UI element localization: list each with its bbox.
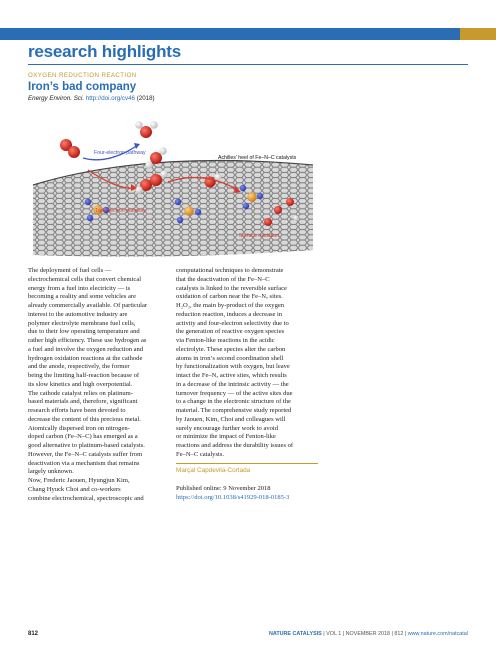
body-text-line: deactivation via a mechanism that remains	[28, 459, 140, 467]
body-text-line: a fuel and involve the oxygen reduction and	[28, 345, 144, 353]
doi-link[interactable]: https://doi.org/10.1038/s41929-018-0185-3	[176, 493, 290, 501]
article-headline: Iron’s bad company	[28, 81, 137, 93]
figure-label-four-electron: Four-electron pathway	[94, 150, 146, 156]
body-text-line: However, the Fe–N–C catalysts suffer from	[28, 450, 143, 458]
article-citation	[28, 95, 155, 102]
body-text-line: combine electrochemical, spectroscopic and	[28, 494, 144, 502]
body-text-line: Chang Hyuck Choi and co-workers	[28, 485, 121, 493]
author-divider	[176, 463, 318, 464]
body-text-line: to a change in the electronic structure of the	[176, 398, 291, 406]
body-text-line: hydrogen oxidation reactions at the cathode	[28, 354, 143, 362]
body-text-line: the generation of reactive oxygen species	[176, 328, 285, 336]
header-bar	[0, 28, 496, 40]
publication-info	[176, 485, 289, 503]
body-text-line: Atomically dispersed iron on nitrogen-	[28, 424, 130, 432]
body-text-line: activity and four-electron selectivity due to	[176, 319, 289, 327]
body-text-line: reactions and address the durability issues of	[176, 442, 294, 449]
body-text-line: energy from a fuel into electricity — is	[28, 284, 131, 292]
article-figure	[28, 110, 318, 260]
footer-site-link[interactable]: www.nature.com/natcatal	[407, 631, 468, 637]
body-column-right	[176, 267, 318, 460]
body-text-line: interest to the automotive industry are	[28, 310, 128, 318]
body-text-line: turnover frequency — of the active sites due	[176, 389, 293, 397]
body-text-line: based materials and, therefore, significant	[28, 398, 138, 406]
body-text-line: rather high efficiency. These use hydrogen as	[28, 337, 147, 344]
body-text-line: computational techniques to demonstrate	[176, 267, 284, 274]
body-text-line: Now, Frederic Jaouen, Hyungjun Kim,	[28, 477, 130, 484]
body-text-line: doped carbon (Fe–N–C) has emerged as a	[28, 433, 138, 441]
body-text-line: material. The comprehensive study reported	[176, 407, 292, 414]
body-text-line: The cathode catalyst relies on platinum-	[28, 389, 133, 397]
body-text-line: electrolyte. These species alter the carbon	[176, 345, 286, 353]
body-text-line: Fe–N–C catalysts.	[176, 450, 225, 458]
body-column-left	[28, 267, 168, 503]
footer-details: | VOL 1 | NOVEMBER 2018 | 812 |	[321, 631, 408, 637]
published-date: Published online: 9 November 2018	[176, 485, 271, 492]
body-text-line: reduction reaction, induces a decrease in	[176, 310, 283, 318]
body-text-line: its slow kinetics and high overpotential.	[28, 380, 133, 388]
citation-link[interactable]: http://doi.org/cv46	[85, 95, 135, 102]
body-text-line: and the anode, respectively, the former	[28, 363, 130, 371]
page-number: 812	[28, 631, 39, 637]
body-text-line: by functionalization with oxygen, but leave	[176, 363, 290, 371]
body-text-line: H₂O₂, the main by-product of the oxygen	[176, 302, 285, 309]
body-text-line: becoming a reality and some vehicles are	[28, 293, 136, 301]
header-tab	[460, 28, 496, 40]
body-text-line: or minimize the impact of Fenton-like	[176, 433, 276, 441]
body-text-line: that the deactivation of the Fe–N–C	[176, 275, 270, 283]
body-text-line: via Fenton-like reactions in the acidic	[176, 337, 275, 344]
body-text-line: The deployment of fuel cells —	[28, 267, 112, 274]
body-text-line: catalysts is linked to the reversible surface	[176, 284, 287, 292]
body-text-line: polymer electrolyte membrane fuel cells,	[28, 319, 136, 327]
body-text-line: being the limiting half-reaction because of	[28, 372, 140, 379]
body-text-line: decrease the content of this precious metal.	[28, 415, 141, 423]
article-kicker: OXYGEN REDUCTION REACTION	[28, 72, 137, 79]
body-text-line: largely unknown.	[28, 468, 74, 476]
body-text-line: good alternative to platinum-based catalysts.	[28, 442, 145, 449]
body-text-line: intact the Fe–Nₓ active sites, which results	[176, 372, 287, 379]
body-text-line: surely encourage further work to avoid	[176, 424, 278, 432]
body-text-line: due to their low operating temperature and	[28, 328, 140, 336]
citation-journal: Energy Environ. Sci.	[28, 95, 85, 102]
citation-year: (2018)	[136, 95, 155, 102]
body-text-line: already commercially available. Of particular	[28, 302, 148, 309]
body-text-line: in a decrease of the intrinsic activity — the	[176, 380, 289, 388]
body-text-line: by Jaouen, Kim, Choi and colleagues will	[176, 415, 286, 423]
author-name: Marçal Capdevila-Cortada	[176, 467, 251, 474]
section-title: research highlights	[28, 42, 182, 61]
body-text-line: research efforts have been devoted to	[28, 407, 126, 414]
footer-info	[269, 631, 468, 637]
figure-label-surface-oxidation: Surface oxidation	[239, 233, 280, 239]
footer-journal: NATURE CATALYSIS	[268, 631, 322, 637]
figure-label-two-electron: Two-electron pathway	[95, 208, 146, 214]
section-divider	[28, 64, 468, 65]
body-text-line: atoms in iron’s second coordination shell	[176, 354, 284, 362]
figure-label-achilles: Achilles’ heel of Fe–N–C catalysts	[218, 155, 297, 161]
body-text-line: oxidation of carbon near the Fe–Nₓ sites.	[176, 293, 283, 301]
body-text-line: electrochemical cells that convert chemical	[28, 275, 142, 283]
